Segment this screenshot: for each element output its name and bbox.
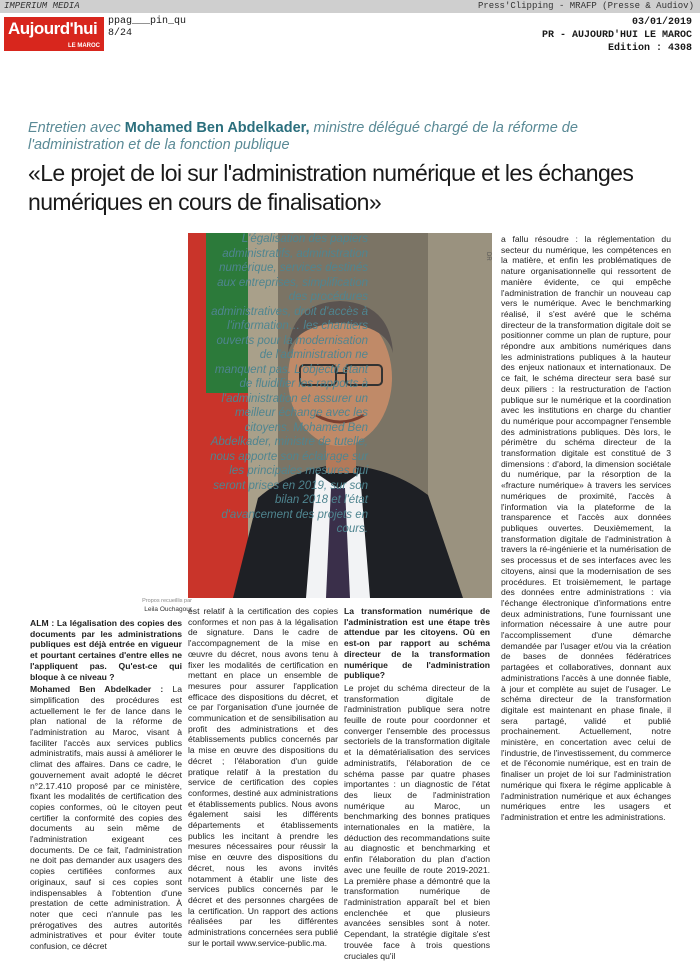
- answer-1-text: La simplification des procédures est actuellement le fer de lance dans le plan national de la réforme de l'administration au Maroc, visant à faciliter l'accès aux services publics administratifs, mais aussi à améliorer le climat des affaires. Dans ce cadre, le gouvernement avait adopté le décret n°2.17.410 proposé par ce ministère, fixant les modalités de certification des copies conformes, où le citoyen peut certifier la conformité des copies des documents au sein même de l'administration exigeant ces documents. De ce fait, l'administration ne doit pas demander aux usagers des copies certifiées conformes aux originaux, sauf si ces copies sont indispensables à l'obtention d'une prestation de cette administration. À noter que ceci n'annule pas les prérogatives des autres autorités administratives et pour éviter toute confusion, ce décret: [30, 684, 182, 952]
- publication-name: PR - AUJOURD'HUI LE MAROC: [541, 30, 692, 41]
- clip-date: 03/01/2019: [631, 17, 692, 28]
- logo-sub: LE MAROC: [68, 43, 100, 49]
- question-1: ALM : La légalisation des copies des documents par les administrations publiques est déjà entrée en vigueur et pourtant certaines d'entre elles ne l'appliquent pas. Qu'est-ce qui bloque à ce niveau ?: [30, 618, 182, 682]
- question-2: La transformation numérique de l'administration est une étape très attendue par les citoyens. Où en est-on par rapport au schéma directeur de la transformation numérique de l'administration publique?: [344, 606, 490, 681]
- clipping-service: Press'Clipping - MRAFP (Presse & Audiov): [477, 1, 694, 11]
- column-1: [30, 618, 182, 954]
- answer-1-label: Mohamed Ben Abdelkader :: [30, 684, 164, 695]
- article-intro: L'égalisation des papiers administratifs, administration numérique, services destinés aux entreprises, simplification des procédures administratives, droit d'accès à l'information… les chantiers ouverts pour la modernisation de l'administration ne manquent pas. L'objectif étant de fluidifier les rapports à l'administration et assurer un meilleur échange avec les citoyens. Mohamed Ben Abdelkader, ministre de tutelle, nous apporte son éclairage sur les principales mesures qui seront prises en 2019, sur son bilan 2018 et l'état d'avancement des projets en cours.: [210, 233, 368, 535]
- ref-line-2: 8/24: [108, 28, 133, 39]
- photo-credit: DR: [485, 252, 491, 261]
- ref-line-1: ppag___pin_qu: [108, 16, 187, 27]
- kicker-pre: Entretien avec: [28, 120, 125, 136]
- clipping-topbar: [0, 0, 700, 13]
- clipping-meta: [542, 16, 692, 55]
- answer-2: Le projet du schéma directeur de la transformation digitale de l'administration publique sera notre feuille de route pour coordonner et converger l'ensemble des processus sectoriels de la transformation digitale et la dématérialisation des services administratifs, l'élaboration de ce schéma passe par quatre phases importantes : un diagnostic de l'état des lieux de l'administration numérique au Maroc, un benchmarking des bonnes pratiques internationales en la matière, la déduction des recommandations suite au diagnostic et benchmarking et enfin l'élaboration du plan d'action avec une feuille de route 2019-2021. La première phase a démontré que la transformation numérique de l'administration apparaît bel et bien enclenchée et que plusieurs avancées sensibles sont à noter. Cependant, la stratégie digitale s'est trouvée face à trois questions cruciales qu'il: [344, 682, 490, 961]
- article-headline: «Le projet de loi sur l'administration numérique et les échanges numériques en cours de finalisation»: [28, 160, 634, 215]
- article-byline: [30, 598, 200, 613]
- edition-number: Edition : 4308: [607, 43, 692, 54]
- column-2: [188, 606, 338, 951]
- column-3: [344, 606, 490, 963]
- column-4: [501, 234, 671, 825]
- answer-1: [30, 684, 182, 952]
- byline-label: Propos recueillis par: [142, 598, 192, 604]
- logo-name: Aujourd'hui: [8, 19, 98, 38]
- column-2-text: est relatif à la certification des copies conformes et non pas à la légalisation de signature. Dans le cadre de l'accompagnement de la mise en œuvre du décret, nous avons tenu à fixer les modalités de certification en mettant en place un ensemble de mesures pour assurer l'application efficace des dispositions du décret, et ce par l'organisation d'une journée de communication et de sensibilisation au profit des administrations et des établissements publics concernés par la mise en œuvre des dispositions du décret ; l'élaboration d'un guide pratique relatif à la prestation du service de certification des copies conformes, destiné aux administrations et établissements publics. Nous avons également saisi les différents départements et établissements publics les incitant à prendre les mesures nécessaires pour réussir la mise en œuvre des dispositions du décret, nous les avons invités notamment à établir une liste des services publics concernés par le décret et des personnes chargées de la certification. Un rapport des actions réalisées par les différentes administrations concernées sera publié sur le portail www.service-public.ma.: [188, 606, 338, 948]
- page-reference: [108, 16, 186, 40]
- agency-name: IMPERIUM MEDIA: [4, 1, 80, 11]
- column-4-text: a fallu résoudre : la réglementation du secteur du numérique, les compétences en la matière, et enfin les problématiques de nature organisationnelle qui ressortent de manière évidente, ce qui empêche l'administration de franchir un nouveau cap vers le numérique. Avec le benchmarking réalisé, il s'est avéré que le schéma directeur de la transformation digitale doit se positionner comme un plan de rupture, pour répondre aux ambitions numériques dans les administrations publiques à la hauteur des enjeux nationaux et internationaux. De ce fait, le schéma directeur sera basé sur deux piliers : la restructuration de l'action publique sur le numérique et la coordination avec les institutions en charge du chantier du numérique pour accompagner l'ensemble des administrations publiques. Dès lors, le périmètre du schéma directeur de la transformation digitale est constitué de 3 dimensions : d'abord, la dimension sociétale du numérique, par la résorption de la «fracture numérique» à travers les services numériques de proximité, l'accès à l'information via la plateforme de la transparence et l'accès aux données publiques ouvertes. Deuxièmement, la transformation digitale de l'administration à travers la ré-ingénierie et la numérisation de ses processus et de ses interfaces avec les citoyens, ainsi que la modernisation de ses procédures. Et troisièmement, le partage des données entre administrations : via l'échange électronique d'informations entre deux administrations, l'une fournissant une information nécessaire à une autre pour l'accomplissement d'une démarche demandée par l'usager et/ou via la création de bases de données fédératrices partagées et collaboratives, donnant aux administrations l'accès à une donnée fiable, à jour et complète au sujet de l'usager. Le schéma directeur de la transformation digitale est maintenant en phase finale, il sera partagé, validé et publié prochainement. Actuellement, notre ministère, en concertation avec celui de l'industrie, de l'investissement, du commerce et de l'économie numérique, est en train de finaliser un projet de loi sur l'administration numérique qui fixera le régime applicable à l'administration numérique et aux échanges numériques entre les usagers et l'administration et entre les administrations.: [501, 234, 671, 822]
- newspaper-logo: [4, 17, 104, 51]
- byline-author: Leila Ouchagour: [144, 606, 192, 613]
- kicker-post: ministre délégué chargé de la réforme de l'administration et de la fonction publique: [28, 120, 578, 153]
- article-kicker: [28, 120, 668, 154]
- kicker-name: Mohamed Ben Abdelkader,: [124, 120, 310, 136]
